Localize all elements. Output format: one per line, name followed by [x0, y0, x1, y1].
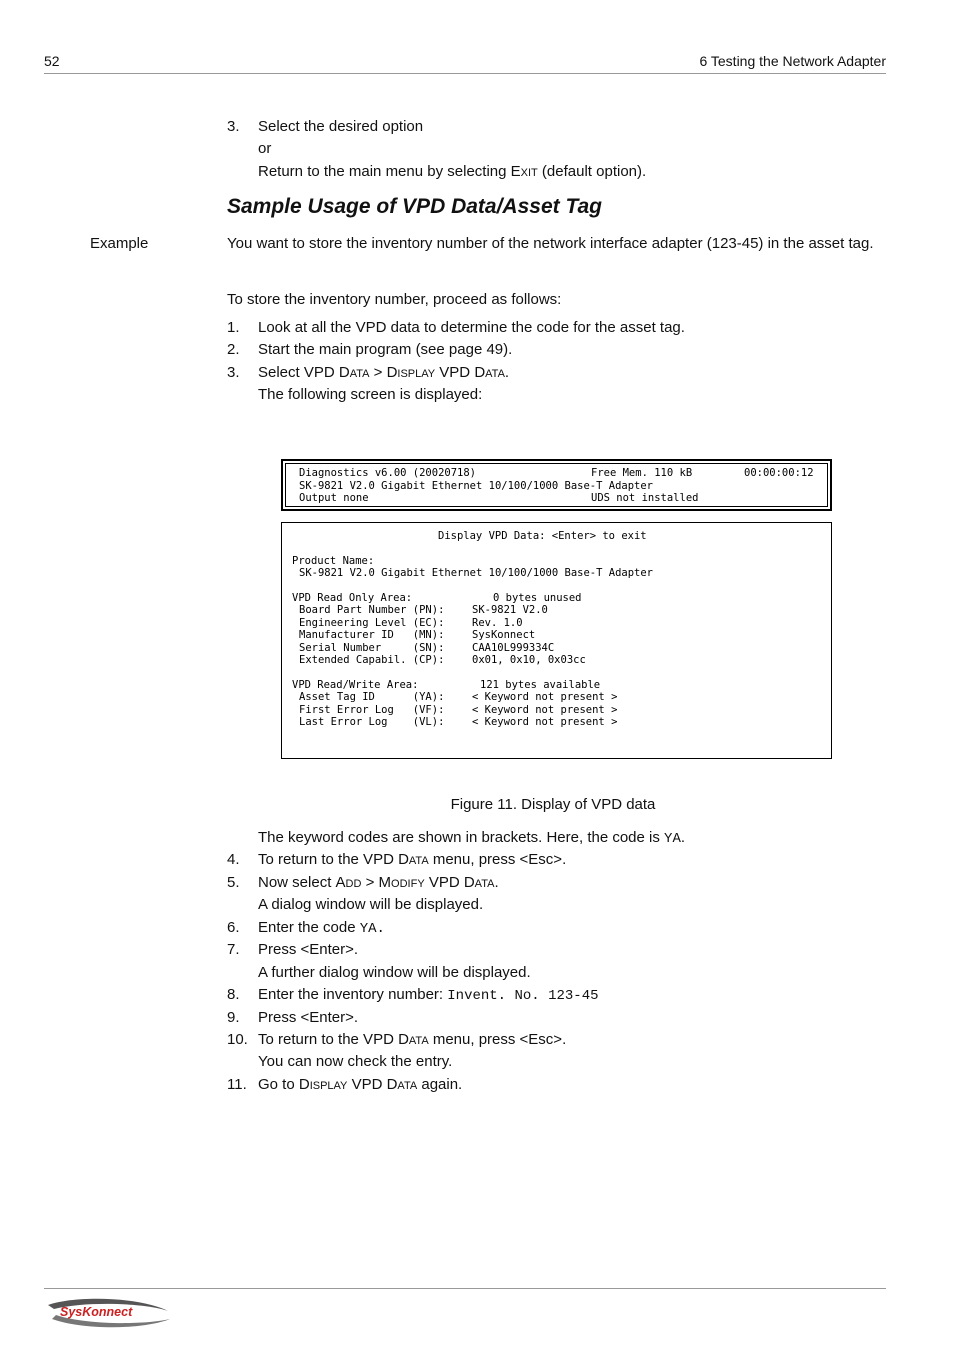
step-6: 6. Enter the code YA.: [227, 919, 385, 937]
ro-row-key: Serial Number (SN):: [299, 642, 445, 654]
step-3-sub: The following screen is displayed:: [258, 386, 483, 403]
example-label: Example: [90, 235, 149, 252]
step-3-select-option: 3. Select the desired option: [227, 118, 424, 135]
step-5: 5. Now select Add > Modify VPD Data.: [227, 874, 499, 891]
ro-row-value: CAA10L999334C: [472, 642, 555, 654]
step-10-sub: You can now check the entry.: [258, 1053, 453, 1070]
step-5-sub: A dialog window will be displayed.: [258, 896, 484, 913]
terminal-status-box: Diagnostics v6.00 (20020718) Free Mem. 110 kB 00:00:00:12 SK-9821 V2.0 Gigabit Ethernet 10/100/1000 Base-T Adapter Output none UDS not installed: [281, 459, 832, 511]
rw-row-value: < Keyword not present >: [472, 691, 618, 703]
step-7: 7. Press <Enter>.: [227, 941, 359, 958]
logo-text: SysKonnect: [60, 1305, 133, 1319]
step-11: 11. Go to Display VPD Data again.: [227, 1076, 463, 1093]
step-2: 2. Start the main program (see page 49).: [227, 341, 513, 358]
step-7-sub: A further dialog window will be displayed.: [258, 964, 531, 981]
rw-row-key: Asset Tag ID (YA):: [299, 691, 445, 703]
rw-row-value: < Keyword not present >: [472, 716, 618, 728]
step-3-or: or: [258, 140, 272, 157]
figure-caption: Figure 11. Display of VPD data: [450, 796, 656, 813]
step-4: 4. To return to the VPD Data menu, press <Esc>.: [227, 851, 567, 868]
ro-row-value: SysKonnect: [472, 629, 536, 641]
terminal-vpd-display: Display VPD Data: <Enter> to exit Product Name: SK-9821 V2.0 Gigabit Ethernet 10/100/1000 Base-T Adapter VPD Read Only Area: 0 bytes unused Board Part Number (PN): SK-9821 V2.0 Engineering Level (EC): Rev. 1.0 Manufacturer ID (MN): SysKonnect Serial Number (SN): CAA10L999334C Extended Capabil. (CP): 0x01, 0x10, 0x03cc VPD Read/Write Area: 121 bytes available Asset Tag ID (YA): < Keyword not present > First Error Log (VF): < Keyword not present > Last Error Log (VL): < Keyword not present >: [281, 522, 832, 759]
step-3-select-vpd: 3. Select VPD Data > Display VPD Data.: [227, 364, 510, 381]
rw-row-key: First Error Log (VF):: [299, 704, 445, 716]
step-10: 10. To return to the VPD Data menu, press <Esc>.: [227, 1031, 567, 1048]
ro-row-key: Engineering Level (EC):: [299, 617, 445, 629]
chapter-title: 6 Testing the Network Adapter: [699, 53, 886, 69]
syskonnect-logo: [46, 1297, 172, 1329]
ro-row-value: SK-9821 V2.0: [472, 604, 548, 616]
step-8: 8. Enter the inventory number: Invent. No. 123-45: [227, 986, 599, 1004]
proceed-text: To store the inventory number, proceed as follows:: [227, 291, 562, 308]
header-rule: [44, 73, 886, 74]
ro-row-key: Manufacturer ID (MN):: [299, 629, 445, 641]
footer-rule: [44, 1288, 886, 1289]
keyword-note: The keyword codes are shown in brackets. Here, the code is YA.: [258, 829, 686, 847]
ro-row-value: 0x01, 0x10, 0x03cc: [472, 654, 586, 666]
ro-row-value: Rev. 1.0: [472, 617, 523, 629]
page-number: 52: [44, 53, 60, 69]
example-text: You want to store the inventory number of the network interface adapter (123-45) in the asset tag.: [227, 235, 874, 252]
step-3-return: Return to the main menu by selecting Exit (default option).: [258, 163, 647, 180]
ro-row-key: Extended Capabil. (CP):: [299, 654, 445, 666]
step-9: 9. Press <Enter>.: [227, 1009, 359, 1026]
step-1: 1. Look at all the VPD data to determine the code for the asset tag.: [227, 319, 685, 336]
section-title: Sample Usage of VPD Data/Asset Tag: [227, 195, 603, 218]
ro-row-key: Board Part Number (PN):: [299, 604, 445, 616]
rw-row-value: < Keyword not present >: [472, 704, 618, 716]
rw-row-key: Last Error Log (VL):: [299, 716, 445, 728]
terminal-title: Display VPD Data: <Enter> to exit: [438, 530, 647, 542]
